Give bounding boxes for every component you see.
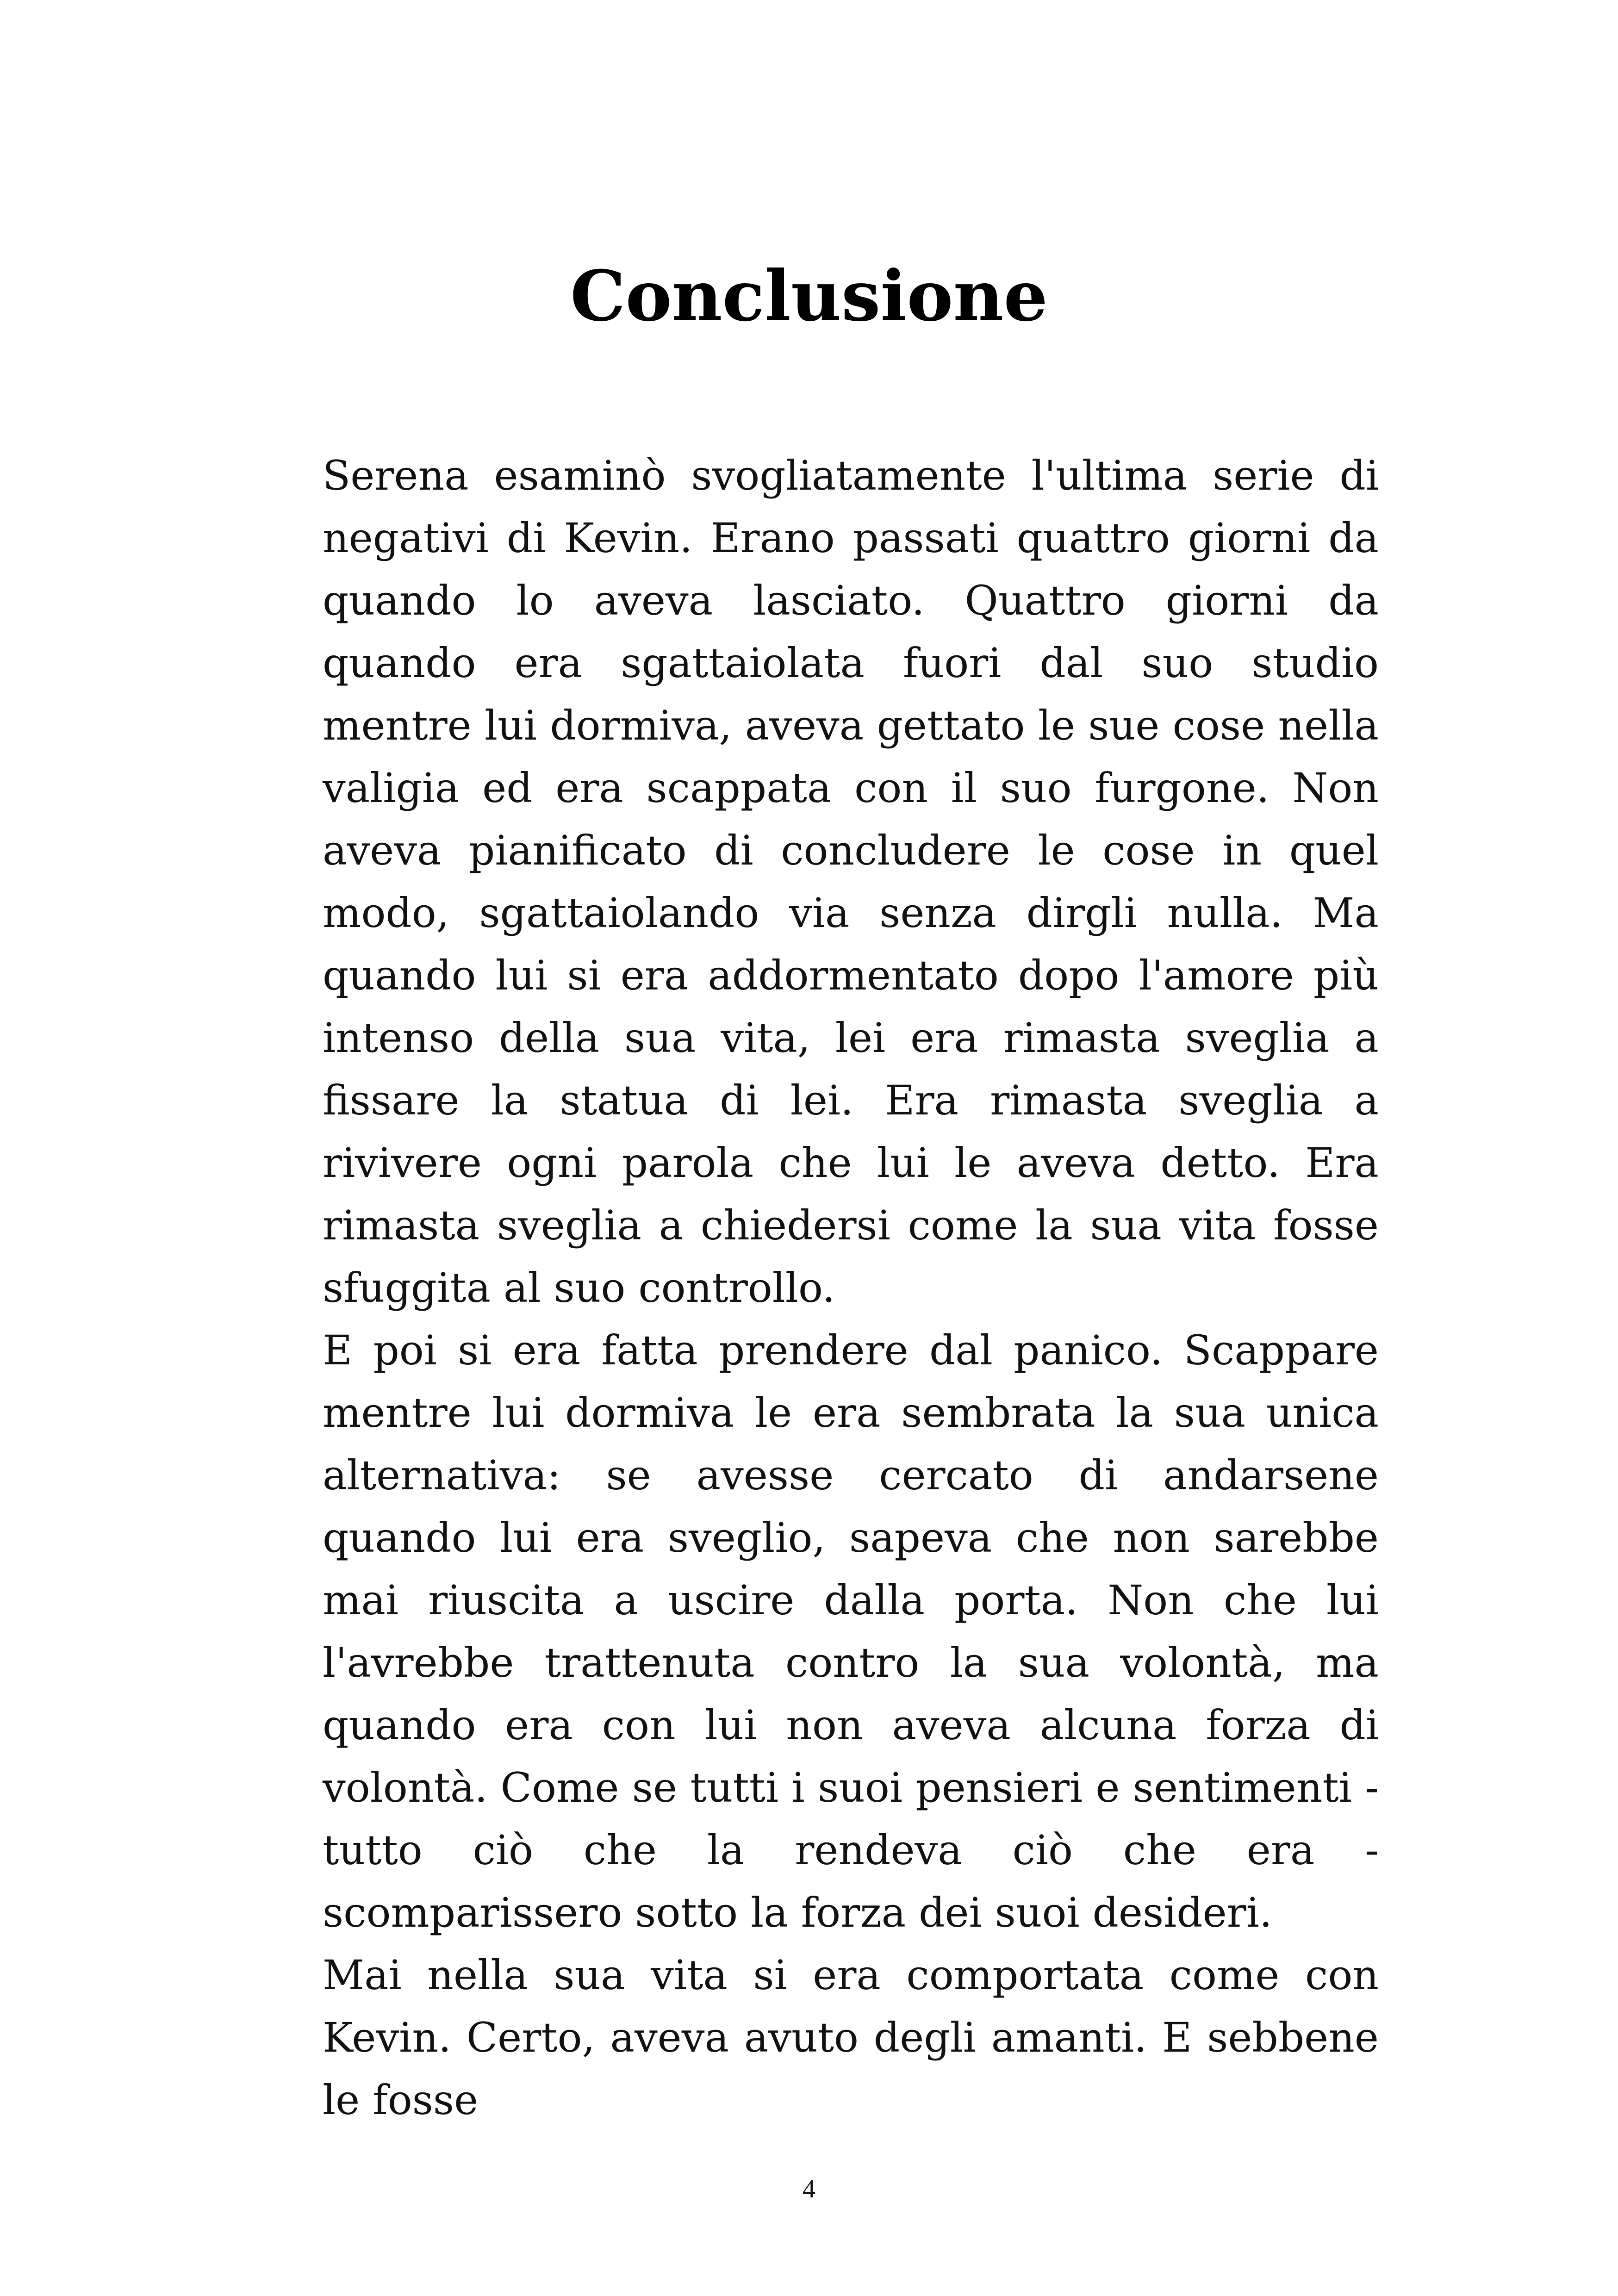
- paragraph: Serena esaminò svogliatamente l'ultima serie di negativi di Kevin. Erano passati quattro giorni da quando lo aveva lasciato. Quattro giorni da quando era sgattaiolata fuori dal suo studio mentre lui dormiva, aveva gettato le sue cose nella valigia ed era scappata con il suo furgone. Non aveva pianificato di concludere le cose in quel modo, sgattaiolando via senza dirgli nulla. Ma quando lui si era addormentato dopo l'amore più intenso della sua vita, lei era rimasta sveglia a fissare la statua di lei. Era rimasta sveglia a rivivere ogni parola che lui le aveva detto. Era rimasta sveglia a chiedersi come la sua vita fosse sfuggita al suo controllo.: [323, 452, 1379, 1312]
- paragraph: Mai nella sua vita si era comportata come con Kevin. Certo, aveva avuto degli amanti. E sebbene le fosse: [323, 1951, 1379, 2124]
- body-text: [323, 444, 1379, 2131]
- page-number: 4: [803, 2175, 815, 2203]
- chapter-title: Conclusione: [570, 255, 1048, 337]
- paragraph: E poi si era fatta prendere dal panico. Scappare mentre lui dormiva le era sembrata la sua unica alternativa: se avesse cercato di andarsene quando lui era sveglio, sapeva che non sarebbe mai riuscita a uscire dalla porta. Non che lui l'avrebbe trattenuta contro la sua volontà, ma quando era con lui non aveva alcuna forza di volontà. Come se tutti i suoi pensieri e sentimenti - tutto ciò che la rendeva ciò che era - scomparissero sotto la forza dei suoi desideri.: [323, 1326, 1379, 1936]
